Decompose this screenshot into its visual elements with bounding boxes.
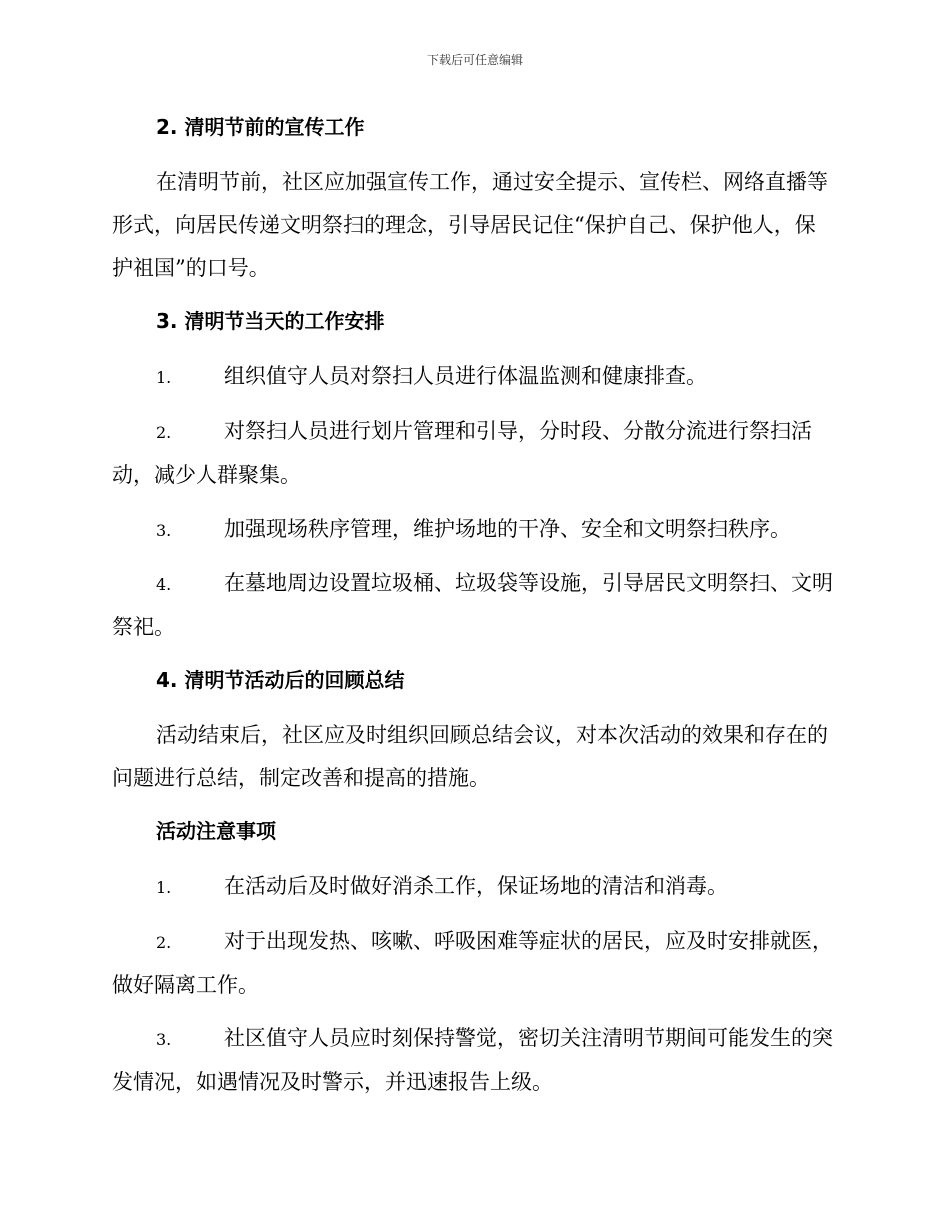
list-item: [112, 508, 834, 552]
list-item-number: 3.: [156, 1030, 172, 1049]
list-item-number: 1.: [156, 368, 172, 387]
page-header: 下载后可任意编辑: [426, 53, 523, 67]
list-item-number: 1.: [156, 878, 172, 897]
list-item-text: 在墓地周边设置垃圾桶、垃圾袋等设施，引导居民文明祭扫、文明祭祀。: [112, 571, 833, 639]
list-item: [112, 865, 834, 909]
list-item: [112, 562, 834, 649]
list-item: [112, 920, 834, 1007]
section-4-paragraph: 活动结束后，社区应及时组织回顾总结会议，对本次活动的效果和存在的问题进行总结，制定改善和提高的措施。: [112, 723, 828, 790]
list-item-text: 加强现场秩序管理，维护场地的干净、安全和文明祭扫秩序。: [224, 517, 791, 541]
list-item-text: 对祭扫人员进行划片管理和引导，分时段、分散分流进行祭扫活动，减少人群聚集。: [112, 419, 812, 487]
section-heading-2: 2. 清明节前的宣传工作: [156, 115, 365, 139]
list-item-text: 社区值守人员应时刻保持警觉，密切关注清明节期间可能发生的突发情况，如遇情况及时警示，并迅速报告上级。: [112, 1026, 833, 1094]
list-item: [112, 1017, 834, 1104]
list-item-number: 4.: [156, 575, 172, 594]
section-2-paragraph: 在清明节前，社区应加强宣传工作，通过安全提示、宣传栏、网络直播等形式，向居民传递文明祭扫的理念，引导居民记住“保护自己、保护他人，保护祖国”的口号。: [112, 170, 828, 280]
list-item-number: 2.: [156, 933, 172, 952]
list-item-number: 3.: [156, 521, 172, 540]
list-item: [112, 355, 834, 399]
section-heading-3: 3. 清明节当天的工作安排: [156, 309, 385, 333]
list-item-text: 组织值守人员对祭扫人员进行体温监测和健康排查。: [224, 364, 707, 388]
notes-heading: 活动注意事项: [156, 819, 276, 843]
list-item-text: 对于出现发热、咳嗽、呼吸困难等症状的居民，应及时安排就医，做好隔离工作。: [112, 929, 833, 997]
list-item-number: 2.: [156, 423, 172, 442]
section-heading-4: 4. 清明节活动后的回顾总结: [156, 668, 405, 692]
list-item: [112, 410, 834, 497]
list-item-text: 在活动后及时做好消杀工作，保证场地的清洁和消毒。: [224, 874, 728, 898]
